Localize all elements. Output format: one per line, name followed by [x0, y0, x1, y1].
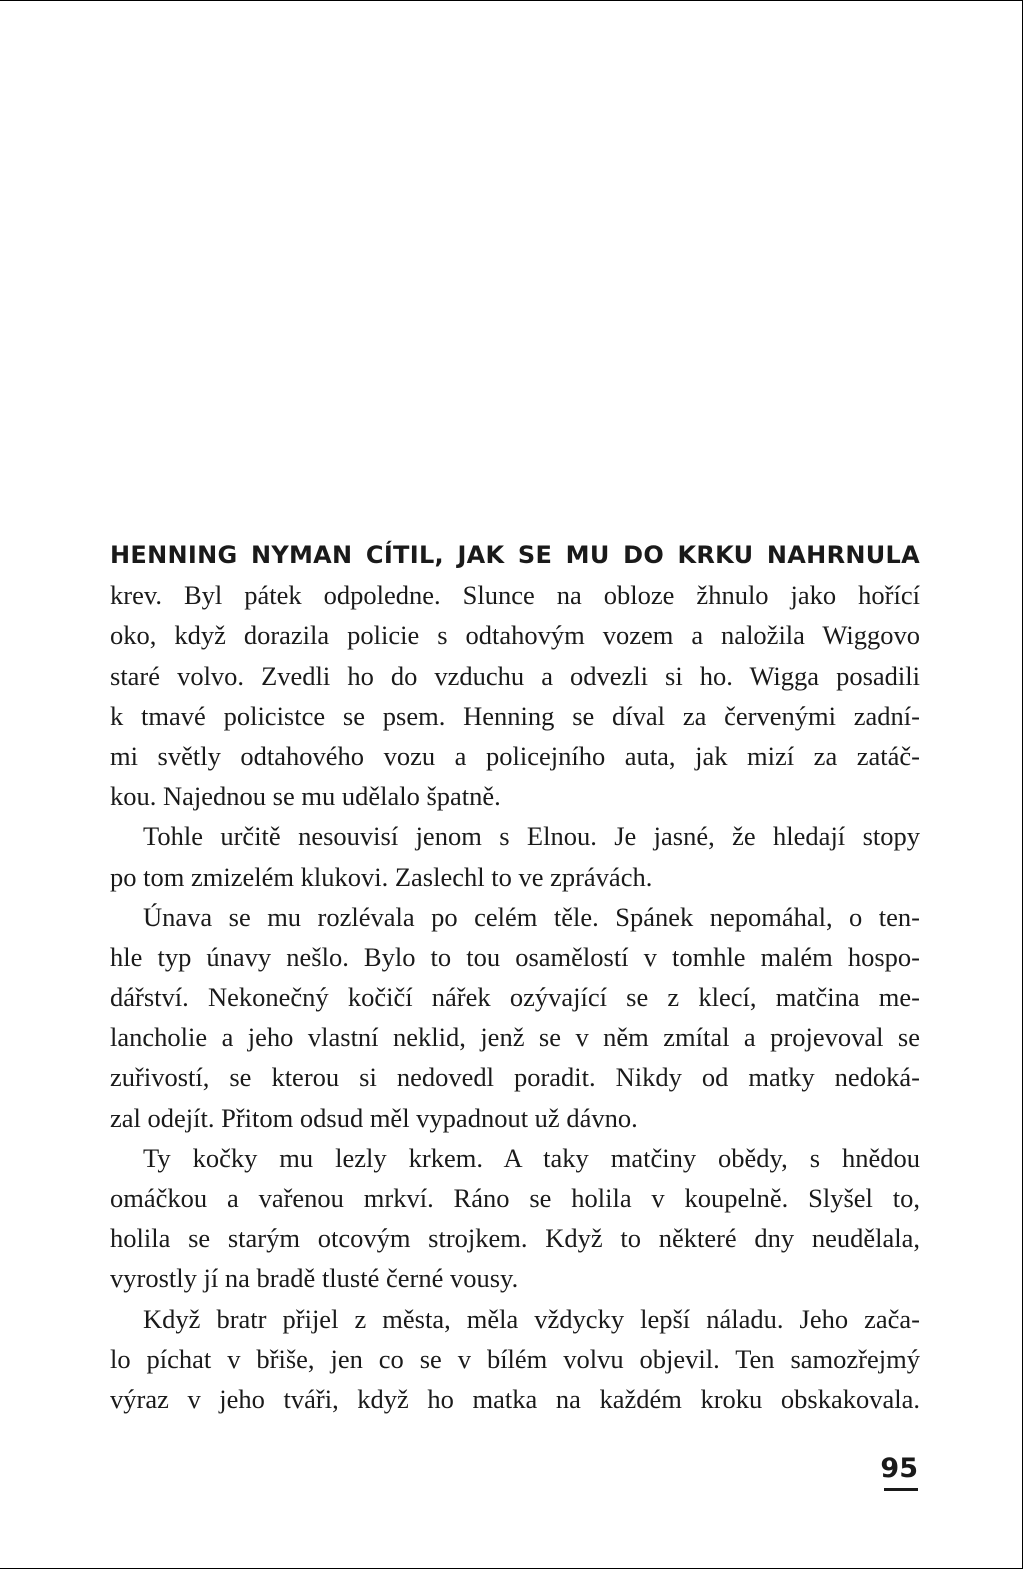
text-line: hle typ únavy nešlo. Bylo to tou osamělostí v tomhle malém hospo-: [110, 941, 920, 972]
text-line: omáčkou a vařenou mrkví. Ráno se holila v koupelně. Slyšel to,: [110, 1183, 920, 1213]
text-line: zuřivostí, se kterou si nedovedl poradit. Nikdy od matky nedoká-: [110, 1062, 920, 1093]
text-line: krev. Byl pátek odpoledne. Slunce na obloze žhnulo jako hořící: [110, 580, 920, 611]
text-line: kou. Najednou se mu udělalo špatně.: [110, 781, 501, 812]
text-line: vyrostly jí na bradě tlusté černé vousy.: [110, 1263, 519, 1294]
text-line: po tom zmizelém klukovi. Zaslechl to ve zprávách.: [110, 861, 653, 892]
text-line: lancholie a jeho vlastní neklid, jenž se v něm zmítal a projevoval se: [110, 1022, 920, 1053]
text-line: Tohle určitě nesouvisí jenom s Elnou. Je jasné, že hledají stopy: [143, 821, 920, 852]
text-line: Když bratr přijel z města, měla vždycky lepší náladu. Jeho zača-: [143, 1303, 920, 1334]
text-line: výraz v jeho tváři, když ho matka na každém kroku obskakovala.: [110, 1383, 920, 1414]
text-line: zal odejít. Přitom odsud měl vypadnout už dávno.: [110, 1102, 638, 1133]
text-line: lo píchat v břiše, jen co se v bílém volvu objevil. Ten samozřejmý: [110, 1343, 920, 1374]
text-line: k tmavé policistce se psem. Henning se díval za červenými zadní-: [110, 700, 920, 731]
text-line: holila se starým otcovým strojkem. Když to některé dny neudělala,: [110, 1223, 920, 1254]
text-line: dářství. Nekonečný kočičí nářek ozývající se z klecí, matčina me-: [110, 982, 920, 1013]
text-line: mi světly odtahového vozu a policejního auta, jak mizí za zatáč-: [110, 740, 920, 771]
text-line: Ty kočky mu lezly krkem. A taky matčiny obědy, s hnědou: [143, 1142, 920, 1173]
chapter-heading: HENNING NYMAN CÍTIL, JAK SE MU DO KRKU NAHRNULA: [110, 541, 920, 569]
page-number-underline: [884, 1488, 918, 1491]
chapter-text: [110, 535, 920, 1419]
text-line: staré volvo. Zvedli ho do vzduchu a odvezli si ho. Wigga posadili: [110, 660, 920, 691]
text-line: oko, když dorazila policie s odtahovým vozem a naložila Wiggovo: [110, 620, 920, 651]
text-line: Únava se mu rozlévala po celém těle. Spánek nepomáhal, o ten-: [143, 901, 920, 932]
page-number: 95: [880, 1453, 918, 1484]
